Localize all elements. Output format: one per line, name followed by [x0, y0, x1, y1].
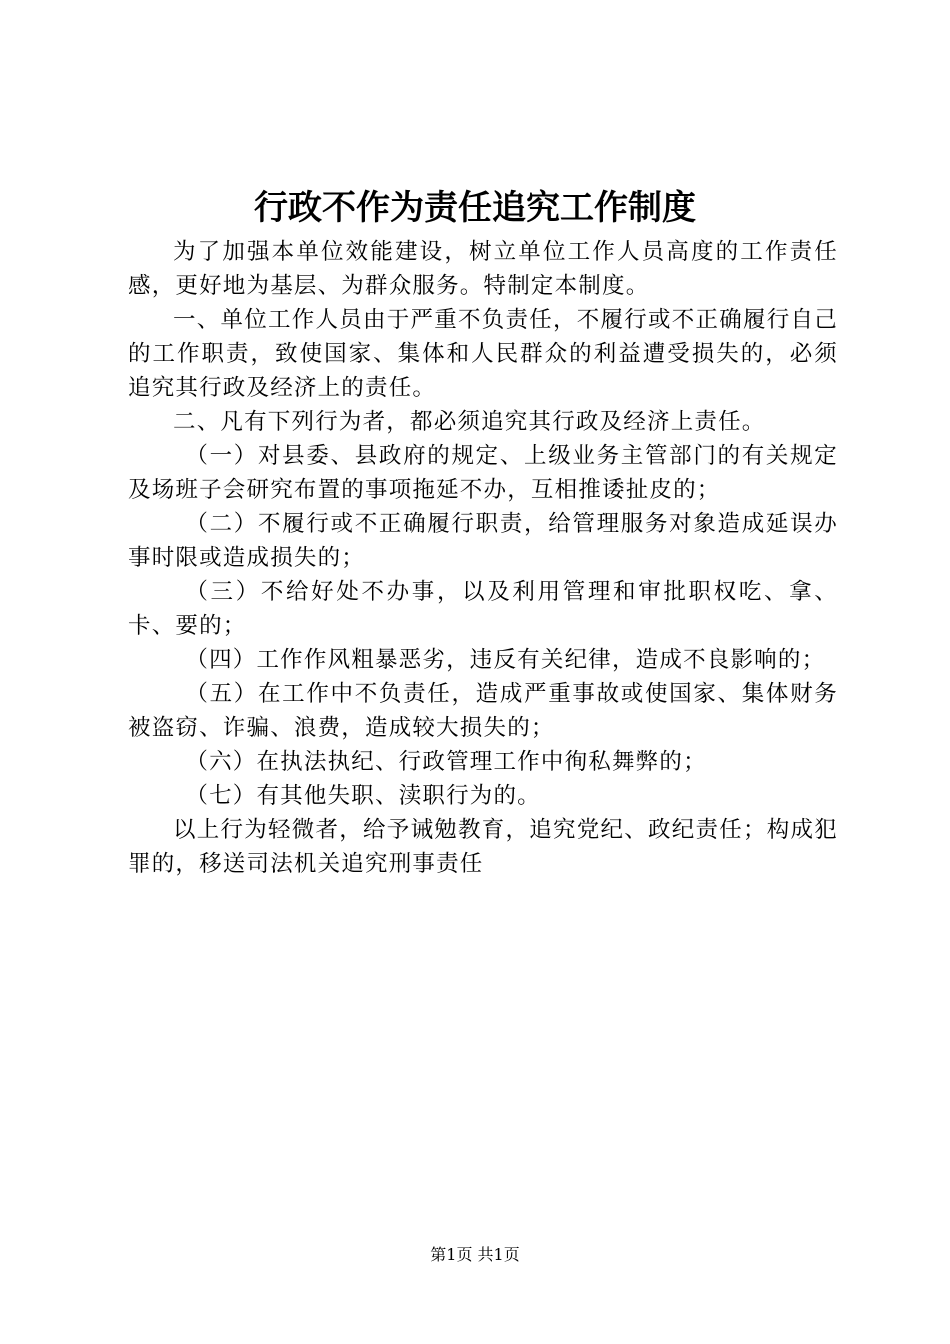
paragraph-conclusion: 以上行为轻微者，给予诫勉教育，追究党纪、政纪责任；构成犯罪的，移送司法机关追究刑事责任 [128, 817, 838, 877]
paragraph-intro: 为了加强本单位效能建设，树立单位工作人员高度的工作责任感，更好地为基层、为群众服务。特制定本制度。 [128, 239, 838, 299]
paragraph-item-3: （三）不给好处不办事，以及利用管理和审批职权吃、拿、卡、要的； [128, 579, 838, 639]
paragraph-clause-2: 二、凡有下列行为者，都必须追究其行政及经济上责任。 [173, 409, 766, 435]
paragraph-item-1: （一）对县委、县政府的规定、上级业务主管部门的有关规定及场班子会研究布置的事项拖延不办，互相推诿扯皮的； [128, 443, 838, 503]
paragraph-item-7: （七）有其他失职、渎职行为的。 [185, 783, 541, 809]
paragraph-item-2: （二）不履行或不正确履行职责，给管理服务对象造成延误办事时限或造成损失的； [128, 511, 838, 571]
paragraph-clause-1: 一、单位工作人员由于严重不负责任，不履行或不正确履行自己的工作职责，致使国家、集体和人民群众的利益遭受损失的，必须追究其行政及经济上的责任。 [128, 307, 838, 401]
document-body [128, 235, 838, 881]
document-title: 行政不作为责任追究工作制度 [254, 188, 696, 228]
paragraph-item-6: （六）在执法执纪、行政管理工作中徇私舞弊的； [185, 749, 707, 775]
paragraph-item-5: （五）在工作中不负责任，造成严重事故或使国家、集体财务被盗窃、诈骗、浪费，造成较大损失的； [128, 681, 838, 741]
paragraph-item-4: （四）工作作风粗暴恶劣，违反有关纪律，造成不良影响的； [185, 647, 826, 673]
page-number-footer: 第1页 共1页 [430, 1245, 520, 1264]
